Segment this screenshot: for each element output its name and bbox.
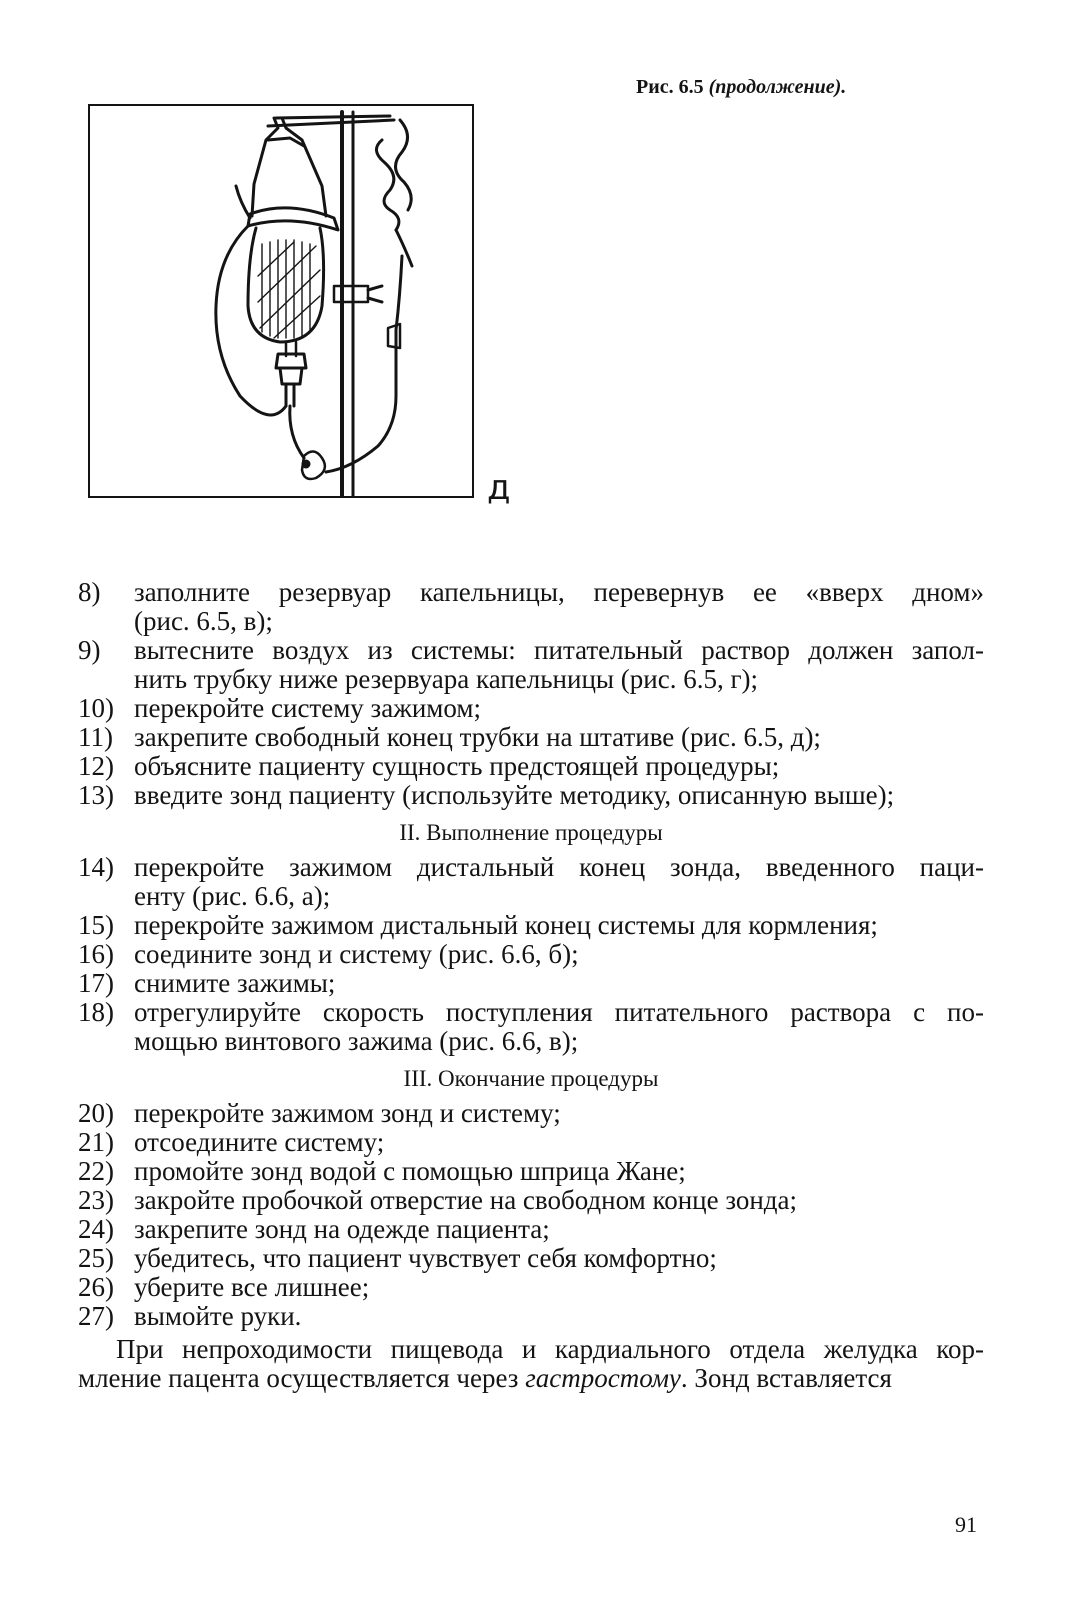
list-item: [78, 1157, 984, 1186]
item-text: перекройте систему зажимом;: [134, 693, 481, 723]
item-text: отрегулируйте скорость поступления питательного раствора с по-: [134, 997, 984, 1027]
list-item: [78, 607, 984, 636]
list-item: [78, 694, 984, 723]
item-text: вымойте руки.: [134, 1301, 302, 1331]
list-item: [78, 911, 984, 940]
steps-list-2: [78, 853, 984, 1056]
item-text: закрепите зонд на одежде пациента;: [134, 1214, 550, 1244]
item-number: [78, 665, 134, 694]
item-number: 20): [78, 1098, 114, 1128]
item-number: 22): [78, 1156, 114, 1186]
item-text: (рис. 6.5, в);: [134, 606, 273, 636]
page-text: [78, 578, 984, 1393]
item-number: 24): [78, 1214, 114, 1244]
item-text: объясните пациенту сущность предстоящей процедуры;: [134, 751, 780, 781]
paragraph-italic-term: гастростому: [525, 1363, 681, 1393]
figure-illustration: [88, 104, 474, 498]
list-item: [78, 1027, 984, 1056]
figure-caption: [636, 76, 846, 99]
caption-main: Рис. 6.5: [636, 76, 704, 98]
steps-list-1: [78, 578, 984, 810]
item-number: 12): [78, 751, 114, 781]
item-number: 27): [78, 1301, 114, 1331]
body-paragraph: [78, 1335, 984, 1393]
item-number: 23): [78, 1185, 114, 1215]
item-number: 11): [78, 722, 113, 752]
list-item: [78, 578, 984, 607]
list-item: [78, 636, 984, 665]
item-text: убедитесь, что пациент чувствует себя комфортно;: [134, 1243, 717, 1273]
list-item: [78, 1244, 984, 1273]
item-text: енту (рис. 6.6, а);: [134, 881, 331, 911]
list-item: [78, 853, 984, 882]
page-number: 91: [955, 1512, 977, 1537]
list-item: [78, 1128, 984, 1157]
list-item: [78, 1273, 984, 1302]
list-item: [78, 998, 984, 1027]
item-text: соедините зонд и систему (рис. 6.6, б);: [134, 939, 579, 969]
item-text: перекройте зажимом дистальный конец системы для кормления;: [134, 910, 878, 940]
list-item: [78, 665, 984, 694]
item-text: снимите зажимы;: [134, 968, 336, 998]
iv-drip-stand-drawing: [90, 106, 472, 496]
paragraph-text-start: При непроходимости пищевода и кардиального отдела желудка кор-мление пацента осуществляется через: [78, 1334, 984, 1393]
item-number: 17): [78, 968, 114, 998]
item-number: 14): [78, 852, 114, 882]
list-item: [78, 1302, 984, 1331]
item-text: уберите все лишнее;: [134, 1272, 370, 1302]
item-text: закрепите свободный конец трубки на штативе (рис. 6.5, д);: [134, 722, 821, 752]
item-number: 16): [78, 939, 114, 969]
list-item: [78, 752, 984, 781]
item-text: введите зонд пациенту (используйте методику, описанную выше);: [134, 780, 895, 810]
item-number: 10): [78, 693, 114, 723]
list-item: [78, 781, 984, 810]
item-number: [78, 882, 134, 911]
caption-italic: (продолжение).: [708, 76, 847, 98]
list-item: [78, 723, 984, 752]
section-heading: III. Окончание процедуры: [403, 1066, 659, 1091]
list-item: [78, 969, 984, 998]
list-item: [78, 1099, 984, 1128]
item-text: отсоедините систему;: [134, 1127, 385, 1157]
item-text: вытесните воздух из системы: питательный раствор должен запол-: [134, 635, 984, 665]
figure-letter: д: [487, 468, 511, 508]
item-number: 15): [78, 910, 114, 940]
item-number: 21): [78, 1127, 114, 1157]
item-text: перекройте зажимом дистальный конец зонда, введенного паци-: [134, 852, 984, 882]
item-number: [78, 607, 134, 636]
item-number: [78, 1027, 134, 1056]
item-text: закройте пробочкой отверстие на свободном конце зонда;: [134, 1185, 798, 1215]
item-number: 18): [78, 997, 114, 1027]
steps-list-3: [78, 1099, 984, 1331]
list-item: [78, 1186, 984, 1215]
section-heading: II. Выполнение процедуры: [399, 820, 663, 845]
item-number: 26): [78, 1272, 114, 1302]
item-number: 8): [78, 577, 101, 607]
paragraph-text-end: . Зонд вставляется: [680, 1363, 892, 1393]
item-number: 9): [78, 635, 101, 665]
item-text: перекройте зажимом зонд и систему;: [134, 1098, 561, 1128]
list-item: [78, 1215, 984, 1244]
item-text: заполните резервуар капельницы, перевернув ее «вверх дном»: [134, 577, 984, 607]
item-number: 13): [78, 780, 114, 810]
list-item: [78, 940, 984, 969]
list-item: [78, 882, 984, 911]
item-text: промойте зонд водой с помощью шприца Жане;: [134, 1156, 686, 1186]
item-number: 25): [78, 1243, 114, 1273]
item-text: мощью винтового зажима (рис. 6.6, в);: [134, 1026, 579, 1056]
item-text: нить трубку ниже резервуара капельницы (рис. 6.5, г);: [134, 664, 759, 694]
